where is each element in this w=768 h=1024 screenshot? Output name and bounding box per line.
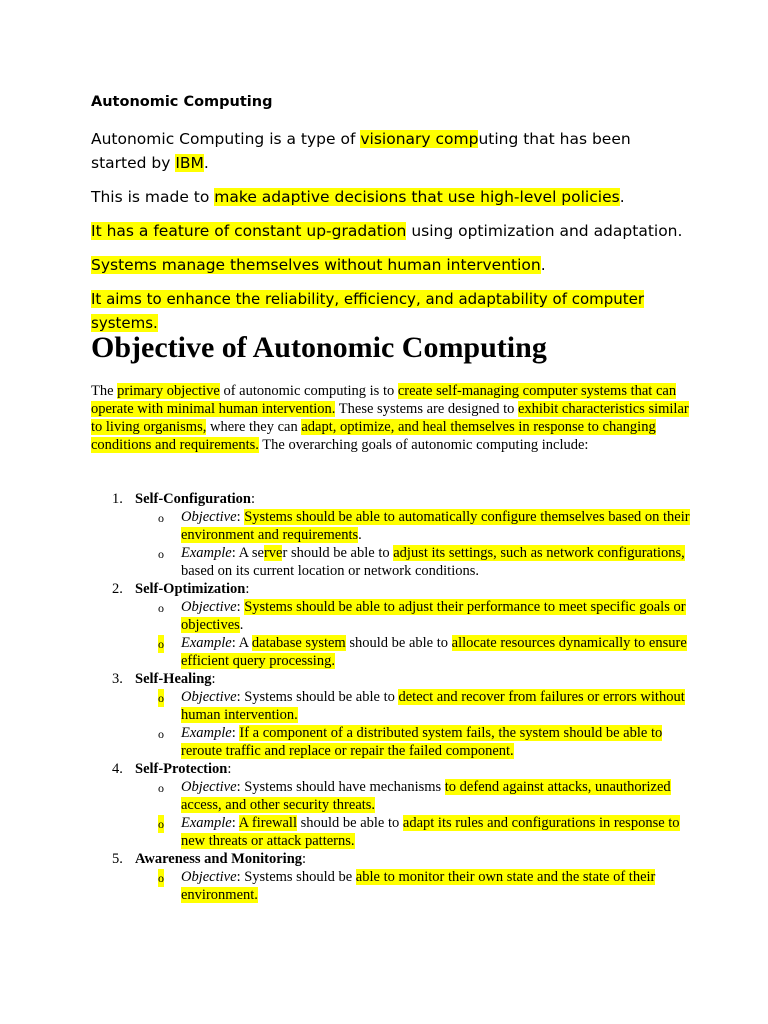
list-item: 4. Self-Protection: [112,761,232,777]
bullet-icon: o [158,637,164,651]
sub-list-item: o Objective: Systems should be able to automatically configure themselves based on their environment and requirements. [158,509,690,543]
sub-list-item: o Objective: Systems should be able to adjust their performance to meet specific goals or objectives. [158,599,686,633]
sub-list-item: o Objective: Systems should be able to detect and recover from failures or errors without human intervention. [158,689,685,723]
sub-list-item: o Objective: Systems should have mechanisms to defend against attacks, unauthorized access, and other security threats. [158,779,671,813]
goals-list [91,490,691,904]
intro-paragraph-3: It has a feature of constant up-gradation using optimization and adaptation. [91,222,683,240]
intro-paragraph-2: This is made to make adaptive decisions that use high-level policies. [91,188,625,206]
sub-list-item: o Example: A database system should be able to allocate resources dynamically to ensure efficient query processing. [158,635,687,669]
list-item: 1. Self-Configuration: [112,491,256,507]
intro-paragraph-1: Autonomic Computing is a type of visionary computing that has been started by IBM. [91,130,631,172]
bullet-icon: o [158,547,164,561]
document-title: Autonomic Computing [91,94,273,110]
bullet-icon: o [158,601,164,615]
list-item: 2. Self-Optimization: [112,581,250,597]
objective-paragraph: The primary objective of autonomic computing is to create self-managing computer systems that can operate with minimal human intervention. These systems are designed to exhibit characteristics similar to living organisms, where they can adapt, optimize, and heal themselves in response to changing conditions and requirements. The overarching goals of autonomic computing include: [91,383,689,453]
intro-paragraph-5: It aims to enhance the reliability, efficiency, and adaptability of computer systems. [91,290,645,332]
bullet-icon: o [158,781,164,795]
bullet-icon: o [158,691,164,705]
section-heading: Objective of Autonomic Computing [91,331,547,364]
sub-list-item: o Example: A server should be able to adjust its settings, such as network configurations, based on its current location or network conditions. [158,545,685,579]
bullet-icon: o [158,817,164,831]
bullet-icon: o [158,511,164,525]
sub-list-item: o Example: If a component of a distributed system fails, the system should be able to reroute traffic and replace or repair the failed component. [158,725,663,759]
bullet-icon: o [158,727,164,741]
list-item: 5. Awareness and Monitoring: [112,851,307,867]
bullet-icon: o [158,871,164,885]
list-item: 3. Self-Healing: [112,671,216,687]
sub-list-item: o Example: A firewall should be able to adapt its rules and configurations in response to new threats or attack patterns. [158,815,680,849]
intro-paragraph-4: Systems manage themselves without human intervention. [91,256,546,274]
sub-list-item: o Objective: Systems should be able to monitor their own state and the state of their environment. [158,869,656,903]
